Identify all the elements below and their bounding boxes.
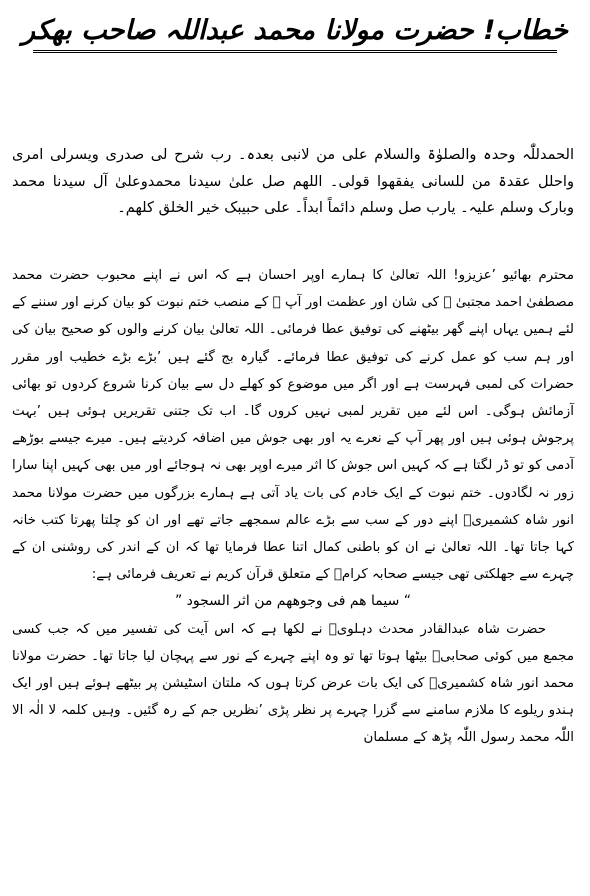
- paragraph-2: حضرت شاہ عبدالقادر محدث دہلویؒ نے لکھا ہے کہ اس آیت کی تفسیر میں کہ جب کسی مجمع میں کوئی صحابیؓ بیٹھا ہوتا تھا تو وہ اپنے چہرے کے نور سے پہچان لیا جاتا تھا۔ حضرت مولانا محمد انور شاہ کشمیریؒ کی ایک بات عرض کرتا ہوں کہ ملتان اسٹیشن پر بیٹھے ہوئے ہیں اور ایک ہندو ریلوے کا ملازم سامنے سے گزرا چہرے پر نظر پڑی ’نظریں جم کے رہ گئیں۔ وہیں کلمہ لا الٰہ الا اللّٰہ محمد رسول اللّٰہ پڑھ کے مسلمان: [12, 621, 574, 746]
- body-text: [12, 262, 574, 752]
- title-block: [22, 14, 568, 53]
- arabic-opening-block: [12, 142, 574, 222]
- paragraph-1: محترم بھائیو ’عزیزو! اللہ تعالیٰ کا ہمارے اوپر احسان ہے کہ اس نے اپنے محبوب حضرت محمد مصطفیٰ احمد مجتبیٰ ﷺ کی شان اور عظمت اور آپ ﷺ کے منصب ختم نبوت کو بیان کرنے اور سننے کے لئے ہمیں یہاں اپنے گھر بیٹھنے کی توفیق عطا فرمائی۔ اللہ تعالیٰ بیان کرنے والوں کو صحیح بیان کی اور ہم سب کو عمل کرنے کی توفیق عطا فرمائے۔ گیارہ بج گئے ہیں ’بڑے بڑے خطیب اور مقرر حضرات کی لمبی فہرست ہے اور اگر میں موضوع کو کھلے دل سے بیان کرنا شروع کردوں تو بھائی آزمائش ہوگی۔ اس لئے میں تقریر لمبی نہیں کروں گا۔ اب تک جتنی تقریریں ہوئی ہیں ’بہت پرجوش ہوئی ہیں اور پھر آپ کے نعرے یہ اور بھی جوش میں اضافہ کردیتے ہیں۔ میرے جیسے بوڑھے آدمی کو تو ڈر لگتا ہے کہ کہیں اس جوش کا اثر میرے اوپر بھی نہ ہوجائے اور میں بھی کہیں اپنا سارا زور نہ لگادوں۔ ختم نبوت کے ایک خادم کی بات یاد آتی ہے ہمارے بزرگوں میں حضرت مولانا محمد انور شاہ کشمیریؒ اپنے دور کے سب سے بڑے عالم سمجھے جاتے تھے اور ان کو چلتا پھرتا کتب خانہ کہا جاتا تھا۔ اللہ تعالیٰ نے ان کو باطنی کمال اتنا عطا فرمایا تھا کہ ان کے اندر کی روشنی ان کے چہرے سے جھلکتی تھی جیسے صحابہ کرامؓ کے متعلق قرآن کریم نے تعریف فرمائی ہے:: [12, 268, 574, 583]
- arabic-opening-text: الحمدللّٰہ وحدہ والصلوٰۃ والسلام علی من لانبی بعدہ۔ رب شرح لی صدری ویسرلی امری واحلل عقدۃ من للسانی یفقھوا قولی۔ اللھم صل علیٰ سیدنا محمدوعلیٰ آل سیدنا محمد وبارک وسلم علیہ۔ یارب صل وسلم دائماً ابداً۔ علی حبیبک خیر الخلق کلھم۔: [12, 146, 574, 217]
- title-underline: [33, 50, 557, 53]
- quranic-quote: “ سیما ھم فی وجوھھم من اثر السجود ”: [174, 593, 412, 610]
- page-title: خطاب! حضرت مولانا محمد عبداللہ صاحب بھکر: [22, 15, 568, 46]
